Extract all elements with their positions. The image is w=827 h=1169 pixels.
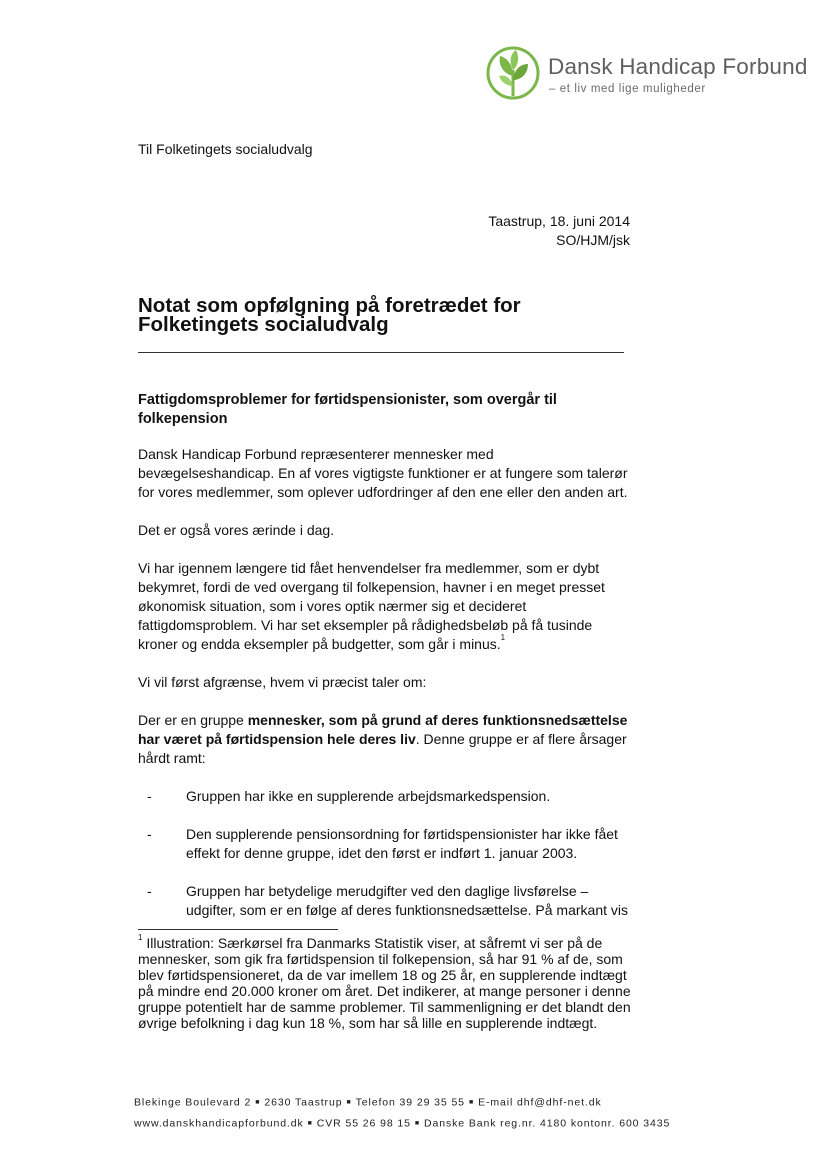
footer-cvr: CVR 55 26 98 15 (316, 1117, 411, 1130)
title-divider (138, 352, 624, 353)
paragraph-inquiries (138, 559, 633, 654)
separator-icon: ■ (468, 1099, 475, 1106)
footer-website[interactable]: www.danskhandicapforbund.dk (134, 1117, 304, 1130)
bullet-dash: - (147, 788, 152, 804)
bullet-dash: - (147, 883, 152, 899)
bullet-list (138, 787, 633, 920)
paragraph-errand: Det er også vores ærinde i dag. (138, 522, 335, 538)
list-item-text: Den supplerende pensionsordning for førtidspensionister har ikke fået effekt for denne gruppe, idet den først er indført 1. januar 2003. (186, 826, 618, 861)
footer-address: Blekinge Boulevard 2 (134, 1096, 252, 1109)
list-item (138, 825, 633, 863)
list-item (138, 787, 633, 806)
paragraph-group-emphasis: mennesker, som på grund af deres funktionsnedsættelse har været på førtidspension hele deres liv (138, 712, 628, 747)
footer-email[interactable]: E-mail dhf@dhf-net.dk (478, 1096, 602, 1109)
title-line-1: Notat som opfølgning på foretrædet for (138, 294, 521, 317)
leaf-emblem-icon (486, 40, 540, 106)
footer-address-line (134, 1092, 670, 1113)
organization-name: Dansk Handicap Forbund (548, 54, 808, 79)
footnote-reference[interactable]: 1 (500, 633, 506, 642)
list-item-text: Gruppen har betydelige merudgifter ved den daglige livsførelse – udgifter, som er en følge af deres funktionsnedsættelse. På markant vis (186, 883, 628, 918)
paragraph-group (138, 711, 633, 768)
footer-phone: Telefon 39 29 35 55 (355, 1096, 465, 1109)
section-heading-line-2: folkepension (138, 411, 228, 427)
separator-icon: ■ (346, 1099, 352, 1106)
list-item-text: Gruppen har ikke en supplerende arbejdsmarkedspension. (186, 788, 551, 804)
footnote-text: Illustration: Særkørsel fra Danmarks Statistik viser, at såfremt vi ser på de mennesker, som gik fra førtidspension til folkepension, så har 91 % af de, som blev førtidspensioneret, da de var imellem 18 og 25 år, en supplerende indtægt på mindre end 20.000 kroner om året. Det indikerer, at mange personer i denne gruppe potentielt har de samme problemer. Til sammenligning er det blandt den øvrige befolkning i dag kun 18 %, som har så lille en supplerende indtægt. (138, 935, 631, 1031)
separator-icon: ■ (307, 1120, 313, 1128)
separator-icon: ■ (255, 1099, 261, 1106)
footer-bank: Danske Bank reg.nr. 4180 kontonr. 600 3435 (424, 1117, 671, 1130)
footnote-number: 1 (138, 933, 143, 942)
document-title (138, 296, 658, 334)
title-line-2: Folketingets socialudvalg (138, 313, 389, 336)
list-item (138, 882, 633, 920)
paragraph-group-intro: Der er en gruppe (138, 712, 248, 728)
footnote (138, 935, 633, 1031)
paragraph-scope: Vi vil først afgrænse, hvem vi præcist taler om: (138, 674, 427, 690)
footer-postcode: 2630 Taastrup (264, 1096, 343, 1109)
page-footer (134, 1092, 670, 1135)
section-heading (138, 391, 638, 429)
paragraph-inquiries-text: Vi har igennem længere tid fået henvendelser fra medlemmer, som er dybt bekymret, fordi de ved overgang til folkepension, havner i en meget presset økonomisk situation, som i vores optik nærmer sig et decideret fattigdomsproblem. Vi har set eksempler på rådighedsbeløb på få tusinde kroner og endda eksempler på budgetter, som går i minus. (138, 560, 605, 652)
paragraph-intro: Dansk Handicap Forbund repræsenterer mennesker med bevægelseshandicap. En af vores vigtigste funktioner er at fungere som talerør for vores medlemmer, som oplever udfordringer af den ene eller den anden art. (138, 446, 628, 500)
paragraph-group-rest: . Denne gruppe er af flere årsager hårdt ramt: (138, 731, 627, 766)
separator-icon: ■ (414, 1120, 420, 1128)
footnote-divider (138, 929, 338, 930)
date-reference-block (488, 212, 630, 250)
organization-tagline: – et liv med lige muligheder (549, 83, 706, 95)
document-body (138, 445, 633, 939)
organization-logo (486, 40, 808, 106)
place-date: Taastrup, 18. juni 2014 (488, 213, 630, 229)
bullet-dash: - (147, 826, 152, 842)
section-heading-line-1: Fattigdomsproblemer for førtidspensionister, som overgår til (138, 392, 557, 408)
reference-code: SO/HJM/jsk (556, 232, 630, 248)
recipient-line: Til Folketingets socialudvalg (138, 141, 313, 157)
footer-registration-line (134, 1113, 670, 1134)
